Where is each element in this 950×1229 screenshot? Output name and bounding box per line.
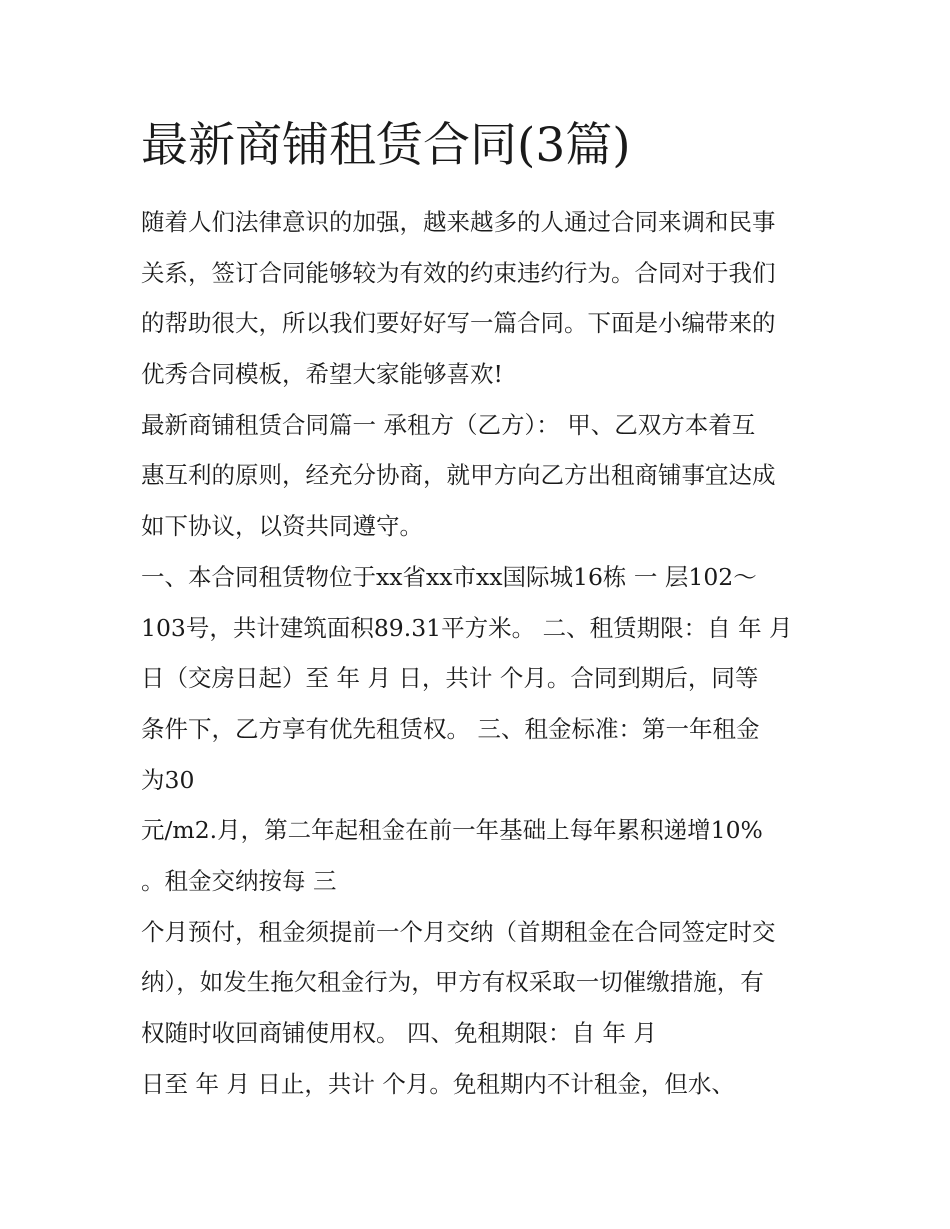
body-line: 日（交房日起）至 年 月 日，共计 个月。合同到期后，同等 [141,664,759,693]
body-line: 个月预付，租金须提前一个月交纳（首期租金在合同签定时交 [141,917,776,946]
body-line: 惠互利的原则，经充分协商，就甲方向乙方出租商铺事宜达成 [141,461,776,490]
body-line: 一、本合同租赁物位于xx省xx市xx国际城16栋 一 层102～ [141,562,757,591]
body-line: 条件下，乙方享有优先租赁权。 三、租金标准：第一年租金 [141,714,760,743]
body-line: 优秀合同模板，希望大家能够喜欢! [141,360,503,389]
body-line: 如下协议，以资共同遵守。 [141,512,423,541]
body-line: 。租金交纳按每 三 [141,866,337,895]
body-line: 日至 年 月 日止，共计 个月。免租期内不计租金，但水、 [141,1069,735,1098]
body-line: 关系，签订合同能够较为有效的约束违约行为。合同对于我们 [141,258,776,287]
body-line: 随着人们法律意识的加强，越来越多的人通过合同来调和民事 [141,208,776,236]
body-line: 最新商铺租赁合同篇一 承租方（乙方）： 甲、乙双方本着互 [141,410,756,439]
document-title: 最新商铺租赁合同(3篇) [141,118,631,173]
body-line: 的帮助很大，所以我们要好好写一篇合同。下面是小编带来的 [141,309,776,338]
body-line: 103号，共计建筑面积89.31平方米。 二、租赁期限：自 年 月 [141,613,793,642]
body-line: 纳），如发生拖欠租金行为，甲方有权采取一切催缴措施，有 [141,968,764,997]
body-line: 为30 [141,765,195,794]
body-line: 权随时收回商铺使用权。 四、免租期限：自 年 月 [141,1019,657,1047]
body-line: 元/m2.月，第二年起租金在前一年基础上每年累积递增10% [141,816,763,845]
document-body [141,197,831,1109]
